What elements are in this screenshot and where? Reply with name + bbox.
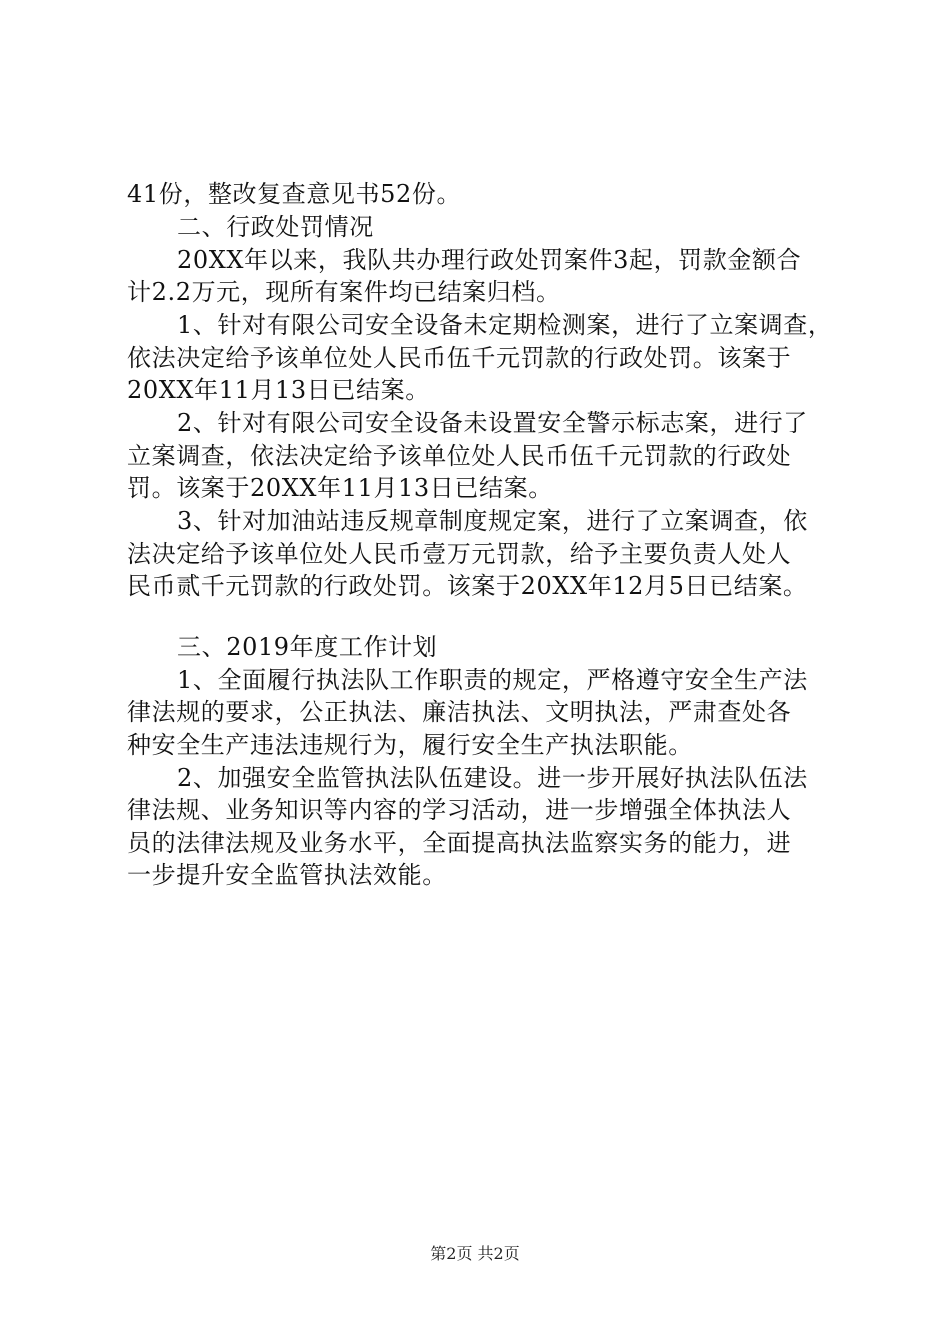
text-line: 民币贰千元罚款的行政处罚。该案于20XX年12月5日已结案。 [127,572,808,600]
text-line: 20XX年以来，我队共办理行政处罚案件3起，罚款金额合 [177,246,802,274]
text-line: 立案调查，依法决定给予该单位处人民币伍千元罚款的行政处 [127,442,792,470]
text-line: 罚。该案于20XX年11月13日已结案。 [127,474,553,502]
text-line: 一步提升安全监管执法效能。 [127,861,447,889]
text-line: 2、针对有限公司安全设备未设置安全警示标志案，进行了 [177,409,808,437]
text-line: 1、全面履行执法队工作职责的规定，严格遵守安全生产法 [177,666,808,694]
text-line: 律法规、业务知识等内容的学习活动，进一步增强全体执法人 [127,796,792,824]
text-line: 1、针对有限公司安全设备未定期检测案，进行了立案调查， [177,311,833,339]
page-number-footer: 第2页 共2页 [430,1244,520,1263]
text-line: 律法规的要求，公正执法、廉洁执法、文明执法，严肃查处各 [127,698,792,726]
text-line: 法决定给予该单位处人民币壹万元罚款，给予主要负责人处人 [127,540,792,568]
text-line: 41份，整改复查意见书52份。 [127,180,462,208]
text-line: 3、针对加油站违反规章制度规定案，进行了立案调查，依 [177,507,808,535]
section-heading-work-plan: 三、2019年度工作计划 [177,633,438,661]
text-line: 员的法律法规及业务水平，全面提高执法监察实务的能力，进 [127,829,792,857]
text-line: 种安全生产违法违规行为，履行安全生产执法职能。 [127,731,693,759]
text-line: 20XX年11月13日已结案。 [127,376,430,404]
text-line: 依法决定给予该单位处人民币伍千元罚款的行政处罚。该案于 [127,344,792,372]
text-line: 计2.2万元，现所有案件均已结案归档。 [127,278,561,306]
section-heading-administrative-penalty: 二、行政处罚情况 [177,213,374,241]
text-line: 2、加强安全监管执法队伍建设。进一步开展好执法队伍法 [177,764,808,792]
